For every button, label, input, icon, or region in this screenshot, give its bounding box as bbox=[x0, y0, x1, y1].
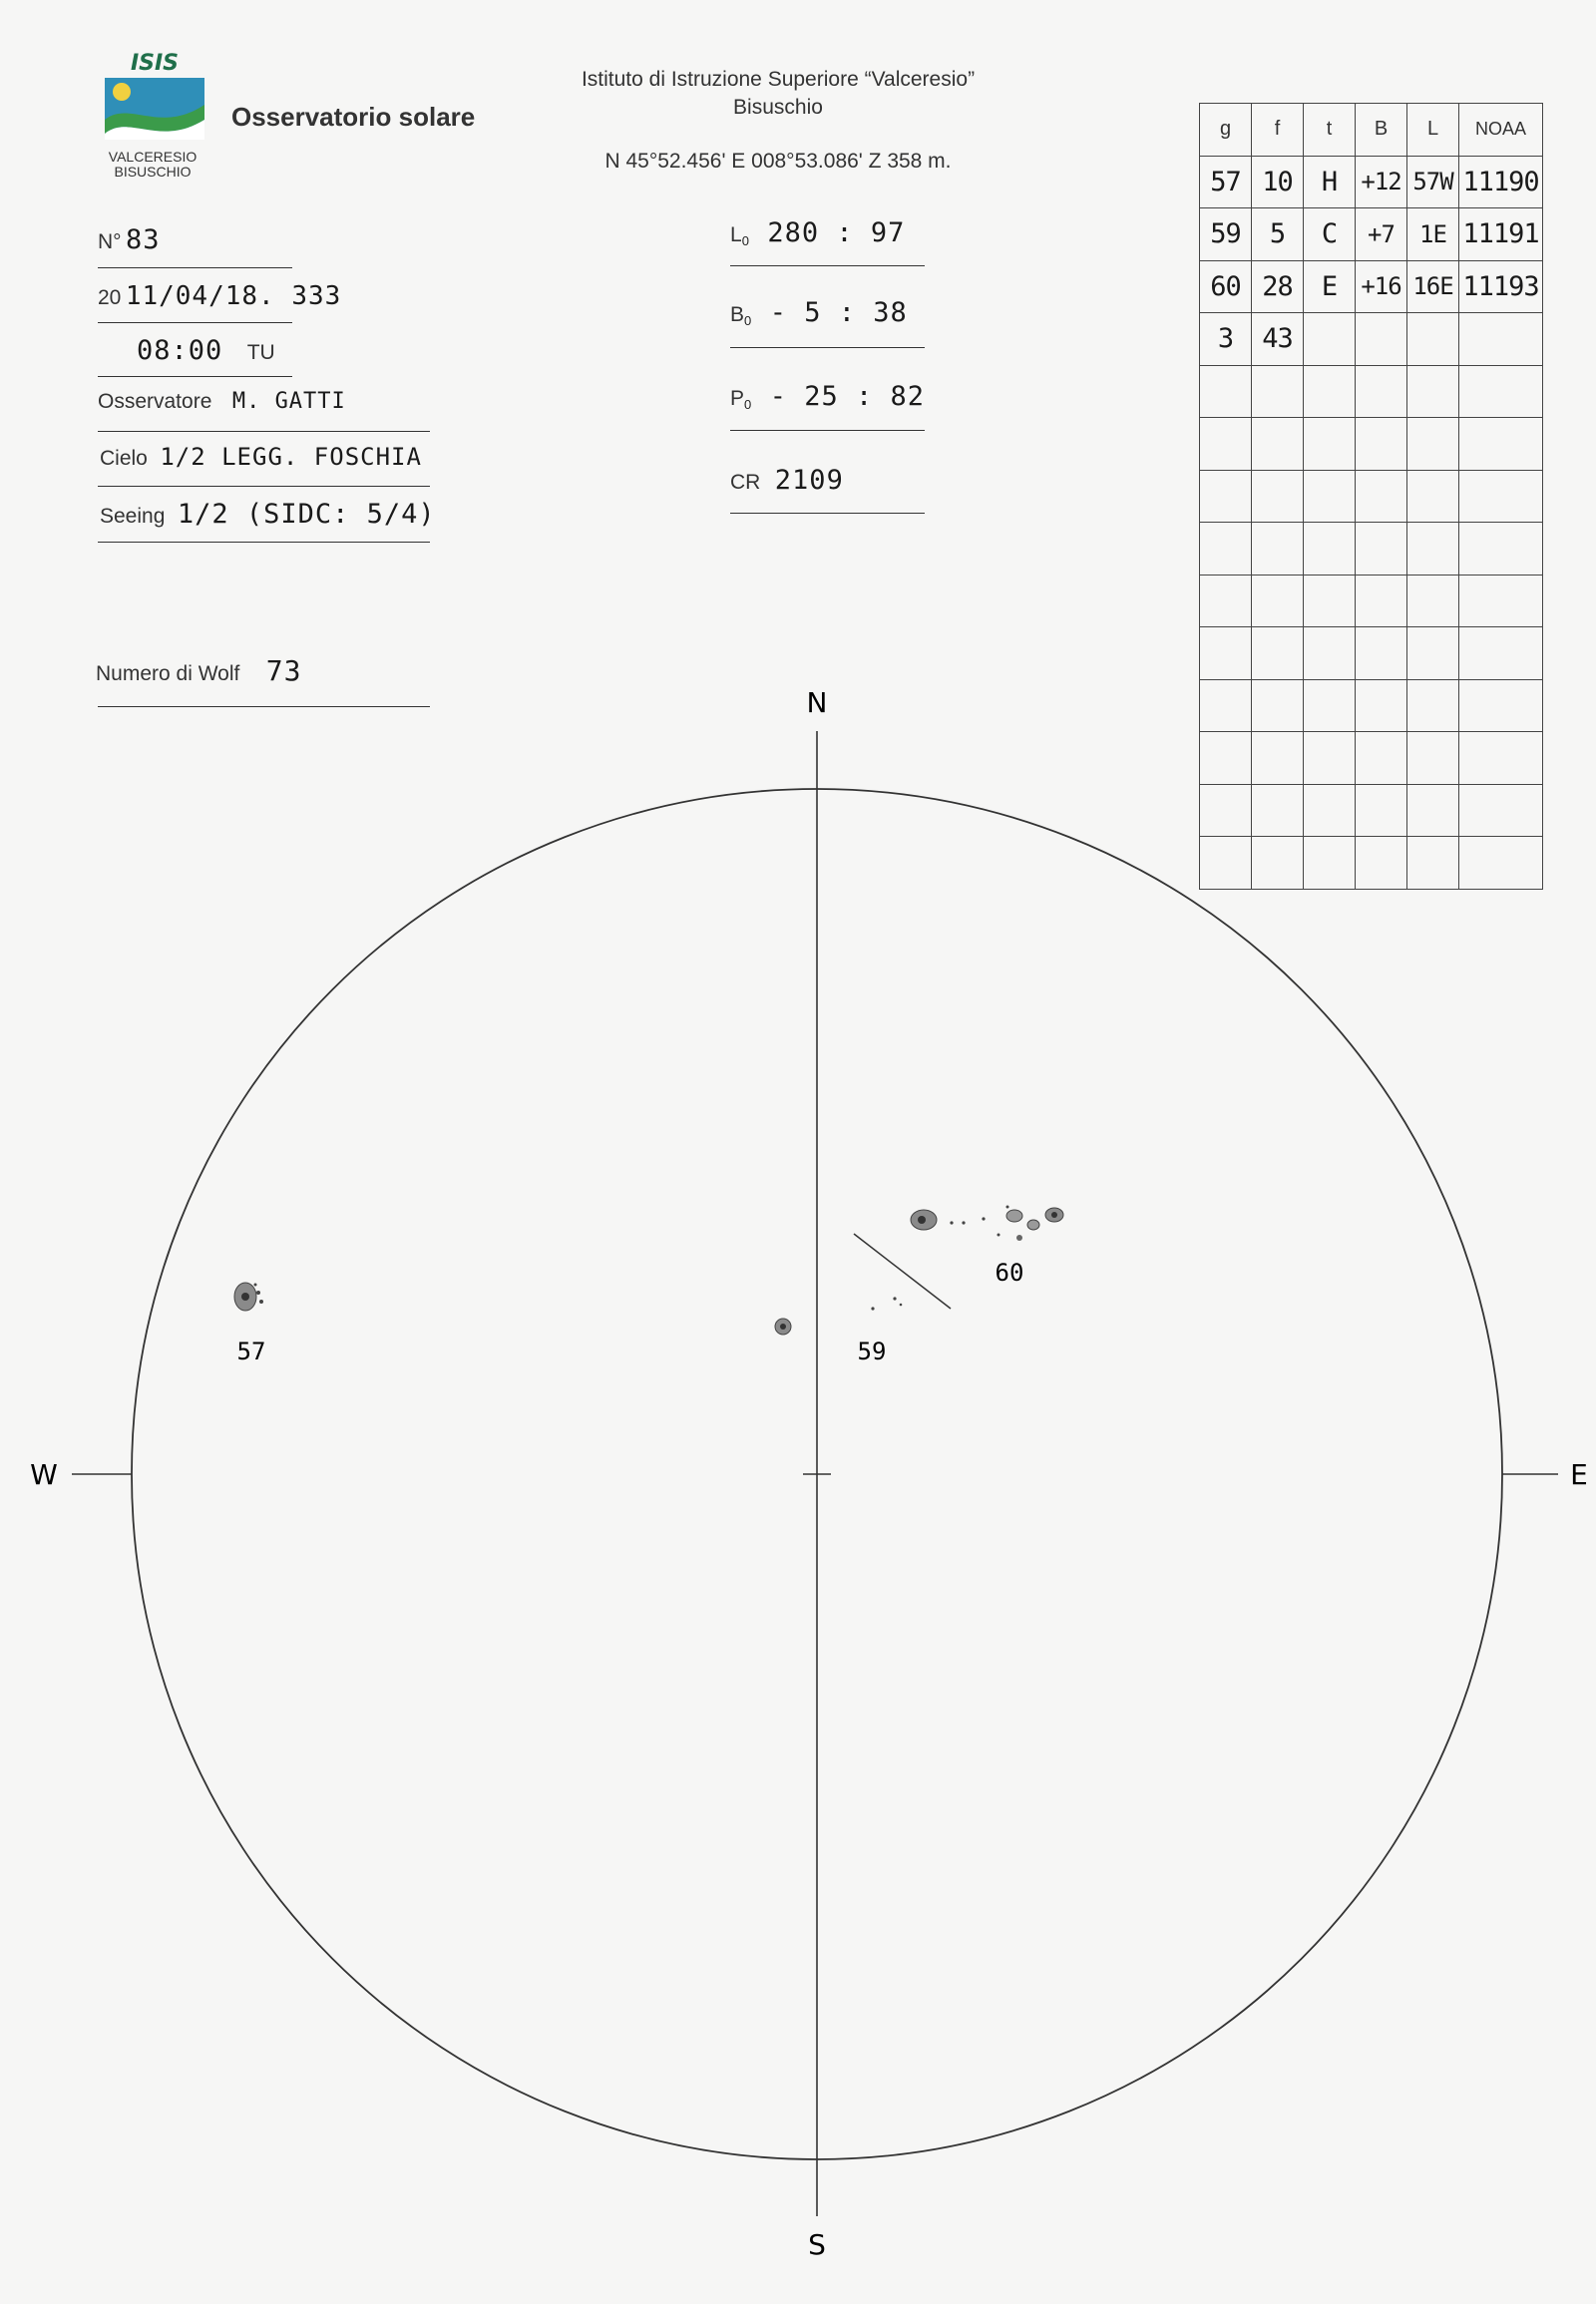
table-cell: 16E bbox=[1407, 260, 1459, 313]
east-label: E bbox=[1570, 1458, 1588, 1491]
seeing-label: Seeing bbox=[100, 505, 166, 528]
group-label-59: 59 bbox=[857, 1338, 887, 1365]
date-prefix: 20 bbox=[98, 286, 122, 309]
record-number-value: 83 bbox=[126, 224, 161, 255]
b0-subscript: 0 bbox=[744, 313, 752, 329]
cr-value: 2109 bbox=[774, 465, 844, 496]
seeing-value: 1/2 (SIDC: 5/4) bbox=[177, 499, 436, 530]
observer-label: Osservatore bbox=[98, 390, 212, 413]
p0-subscript: 0 bbox=[744, 397, 752, 413]
table-cell: 60 bbox=[1200, 260, 1252, 313]
institute-line2: Bisuschio bbox=[733, 96, 823, 119]
table-cell: 5 bbox=[1252, 208, 1304, 261]
logo-lettering: ISIS bbox=[130, 51, 180, 76]
observatory-title: Osservatorio solare bbox=[231, 102, 476, 132]
table-cell: H bbox=[1304, 156, 1356, 208]
time-value: 08:00 bbox=[137, 335, 223, 366]
table-cell: 3 bbox=[1200, 313, 1252, 366]
l0-value: 280 : 97 bbox=[767, 217, 906, 248]
table-cell: C bbox=[1304, 208, 1356, 261]
group-label-57: 57 bbox=[236, 1338, 266, 1365]
sunspot-group-59 bbox=[775, 1297, 902, 1335]
record-number-label: N° bbox=[98, 230, 122, 253]
table-cell: 11190 bbox=[1459, 156, 1543, 208]
b0-label: B bbox=[730, 303, 745, 326]
b0-value: - 5 : 38 bbox=[769, 297, 908, 328]
axis-marker bbox=[854, 1234, 951, 1309]
time-unit: TU bbox=[246, 341, 275, 364]
cr-label: CR bbox=[730, 471, 761, 494]
observer-value: M. GATTI bbox=[231, 389, 346, 414]
wolf-label: Numero di Wolf bbox=[96, 662, 240, 685]
sky-label: Cielo bbox=[100, 447, 148, 470]
sunspot-group-60 bbox=[911, 1206, 1063, 1242]
institute-line1: Istituto di Istruzione Superiore “Valceresio” bbox=[581, 68, 976, 91]
date-value: 11/04/18. 333 bbox=[125, 281, 342, 311]
west-label: W bbox=[30, 1458, 58, 1491]
logo-caption-line1: VALCERESIO bbox=[108, 149, 198, 165]
table-cell: 59 bbox=[1200, 208, 1252, 261]
wolf-value: 73 bbox=[265, 654, 302, 687]
logo-caption-line2: BISUSCHIO bbox=[114, 164, 192, 180]
sunspot-group-57 bbox=[234, 1283, 263, 1311]
table-cell: 1E bbox=[1407, 208, 1459, 261]
table-cell: +16 bbox=[1356, 260, 1407, 313]
table-cell: 11191 bbox=[1459, 208, 1543, 261]
group-label-60: 60 bbox=[995, 1259, 1024, 1287]
table-cell: 11193 bbox=[1459, 260, 1543, 313]
table-cell: E bbox=[1304, 260, 1356, 313]
south-label: S bbox=[808, 2228, 826, 2261]
col-header-g: g bbox=[1200, 104, 1252, 157]
l0-subscript: 0 bbox=[741, 233, 749, 249]
table-cell: 57W bbox=[1407, 156, 1459, 208]
col-header-b: B bbox=[1356, 104, 1407, 157]
table-cell: 43 bbox=[1252, 313, 1304, 366]
site-coordinates: N 45°52.456' E 008°53.086' Z 358 m. bbox=[604, 150, 952, 173]
p0-label: P bbox=[730, 387, 745, 410]
col-header-l: L bbox=[1407, 104, 1459, 157]
table-cell: 10 bbox=[1252, 156, 1304, 208]
sky-value: 1/2 LEGG. FOSCHIA bbox=[160, 443, 422, 471]
col-header-t: t bbox=[1304, 104, 1356, 157]
table-cell: +7 bbox=[1356, 208, 1407, 261]
table-cell: 28 bbox=[1252, 260, 1304, 313]
table-cell: +12 bbox=[1356, 156, 1407, 208]
col-header-f: f bbox=[1252, 104, 1304, 157]
col-header-noaa: NOAA bbox=[1459, 104, 1543, 157]
north-label: N bbox=[806, 686, 828, 719]
l0-label: L bbox=[730, 223, 742, 246]
table-cell: 57 bbox=[1200, 156, 1252, 208]
p0-value: - 25 : 82 bbox=[769, 381, 926, 412]
